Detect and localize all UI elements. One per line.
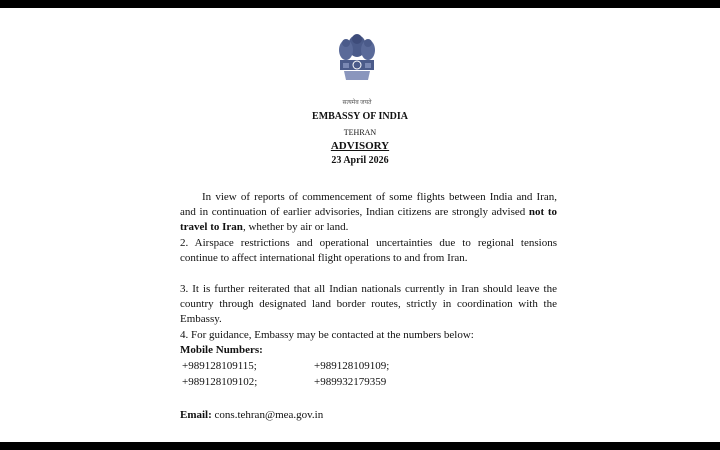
paragraph-4: 4. For guidance, Embassy may be contacted at the numbers below:	[180, 329, 474, 341]
embassy-name: EMBASSY OF INDIA	[312, 111, 408, 122]
paragraph-1	[180, 190, 557, 236]
email-line: Email: cons.tehran@mea.gov.in	[180, 409, 324, 421]
paragraph-1-end: , whether by air or land.	[242, 221, 349, 234]
advisory-date: 23 April 2026	[331, 155, 389, 166]
emblem-motto: सत्यमेव जयते	[342, 100, 372, 106]
mobile-label-text: Mobile Numbers	[180, 344, 260, 356]
emblem-icon	[330, 30, 384, 98]
phone-number: +989128109109;	[314, 360, 390, 372]
phone-number: +989932179359	[314, 376, 387, 388]
phone-number: +989128109115;	[182, 360, 257, 372]
mobile-numbers-label: Mobile Numbers:	[180, 344, 263, 356]
paragraph-1-text: In view of reports of commencement of some flights between India and Iran, and in continuation of earlier advisories, Indian citizens are strongly advised	[180, 191, 557, 219]
email-label: Email	[180, 409, 209, 421]
advisory-document	[0, 8, 720, 442]
email-address: cons.tehran@mea.gov.in	[214, 409, 324, 421]
embassy-city: TEHRAN	[343, 128, 377, 137]
phone-number: +989128109102;	[182, 376, 258, 388]
advisory-title: ADVISORY	[330, 140, 390, 152]
paragraph-3: 3. It is further reiterated that all Indian nationals currently in Iran should leave the country through designated land border routes, strictly in coordination with the Embassy.	[180, 283, 557, 326]
paragraph-2: 2. Airspace restrictions and operational uncertainties due to regional tensions continue to affect international flight operations to and from Iran.	[180, 237, 557, 265]
paragraph-1-emphasis: not to travel to Iran	[180, 206, 557, 234]
